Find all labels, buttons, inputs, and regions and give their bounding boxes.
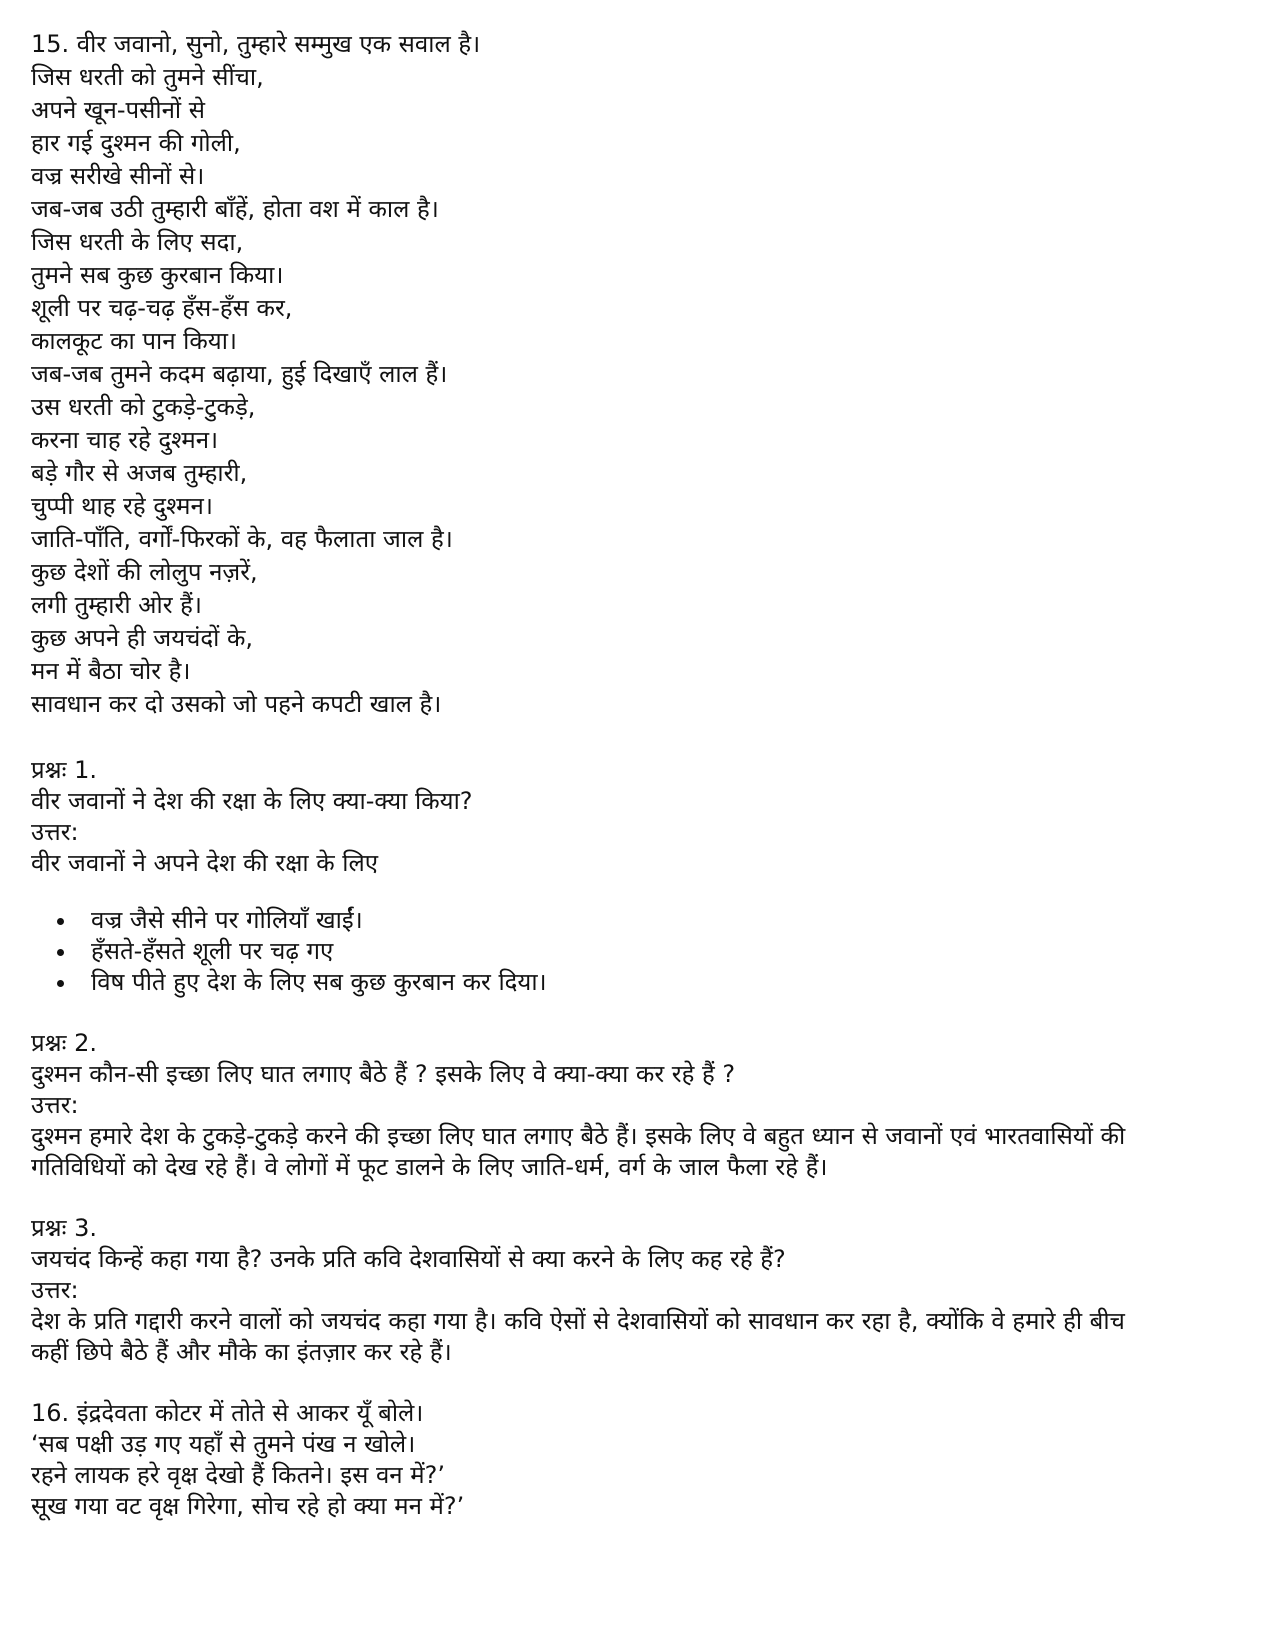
- poem-line: मन में बैठा चोर है।: [31, 657, 191, 685]
- spacer: [31, 998, 1251, 1028]
- answer-text: कहीं छिपे बैठे हैं और मौके का इंतज़ार कर रहे हैं।: [31, 1338, 452, 1366]
- spacer: [31, 1183, 1251, 1213]
- answer-intro: वीर जवानों ने अपने देश की रक्षा के लिए: [31, 849, 379, 877]
- bullet-icon: [57, 918, 64, 925]
- answer-bullet-list: [31, 905, 1251, 998]
- poem-line: जाति-पाँति, वर्गों-फिरकों के, वह फैलाता जाल है।: [31, 525, 453, 553]
- poem-line: उस धरती को टुकड़े-टुकड़े,: [31, 393, 256, 421]
- question-2: [31, 1028, 1251, 1183]
- list-item: [31, 936, 1251, 967]
- answer-text: देश के प्रति गद्दारी करने वालों को जयचंद कहा गया है। कवि ऐसों से देशवासियों को सावधान कर रहा है, क्योंकि वे हमारे ही बीच: [31, 1307, 1125, 1335]
- poem-line: रहने लायक हरे वृक्ष देखो हैं कितने। इस वन में?’: [31, 1461, 445, 1489]
- poem-16: [31, 1398, 1251, 1522]
- poem-line: सावधान कर दो उसको जो पहने कपटी खाल है।: [31, 690, 442, 718]
- poem-line: जिस धरती को तुमने सींचा,: [31, 63, 264, 91]
- bullet-icon: [57, 949, 64, 956]
- document-page: [31, 28, 1251, 1522]
- bullet-text: वज्र जैसे सीने पर गोलियाँ खाईं।: [91, 906, 363, 934]
- poem-line: कुछ देशों की लोलुप नज़रें,: [31, 558, 258, 586]
- poem-line: लगी तुम्हारी ओर हैं।: [31, 591, 203, 619]
- poem-line: अपने खून-पसीनों से: [31, 96, 205, 124]
- question-text: वीर जवानों ने देश की रक्षा के लिए क्या-क्या किया?: [31, 787, 473, 815]
- poem-line: कुछ अपने ही जयचंदों के,: [31, 624, 254, 652]
- bullet-icon: [57, 980, 64, 987]
- poem-line: जब-जब उठी तुम्हारी बाँहें, होता वश में काल है।: [31, 195, 439, 223]
- list-item: [31, 967, 1251, 998]
- poem-15: [31, 28, 1251, 721]
- question-label: प्रश्नः 2.: [31, 1029, 97, 1057]
- poem-line: सूख गया वट वृक्ष गिरेगा, सोच रहे हो क्या मन में?’: [31, 1492, 465, 1520]
- answer-label: उत्तर:: [31, 1276, 79, 1304]
- question-3: [31, 1213, 1251, 1368]
- spacer: [31, 1368, 1251, 1398]
- poem-line: हार गई दुश्मन की गोली,: [31, 129, 241, 157]
- question-1: [31, 755, 1251, 998]
- question-text: दुश्मन कौन-सी इच्छा लिए घात लगाए बैठे हैं ? इसके लिए वे क्या-क्या कर रहे हैं ?: [31, 1060, 736, 1088]
- answer-label: उत्तर:: [31, 818, 79, 846]
- poem-line: बड़े गौर से अजब तुम्हारी,: [31, 459, 248, 487]
- answer-text: दुश्मन हमारे देश के टुकड़े-टुकड़े करने की इच्छा लिए घात लगाए बैठे हैं। इसके लिए वे बहुत ध्यान से जवानों एवं भारतवासियों की: [31, 1122, 1126, 1150]
- poem-line: वज्र सरीखे सीनों से।: [31, 162, 205, 190]
- bullet-text: विष पीते हुए देश के लिए सब कुछ कुरबान कर दिया।: [91, 968, 547, 996]
- poem-line: तुमने सब कुछ कुरबान किया।: [31, 261, 284, 289]
- bullet-text: हँसते-हँसते शूली पर चढ़ गए: [91, 937, 334, 965]
- poem-line: ‘सब पक्षी उड़ गए यहाँ से तुमने पंख न खोले।: [31, 1430, 416, 1458]
- answer-text: गतिविधियों को देख रहे हैं। वे लोगों में फूट डालने के लिए जाति-धर्म, वर्ग के जाल फैला रहे हैं।: [31, 1153, 828, 1181]
- poem-line: जिस धरती के लिए सदा,: [31, 228, 244, 256]
- poem-line: कालकूट का पान किया।: [31, 327, 238, 355]
- question-label: प्रश्नः 3.: [31, 1214, 97, 1242]
- question-text: जयचंद किन्हें कहा गया है? उनके प्रति कवि देशवासियों से क्या करने के लिए कह रहे हैं?: [31, 1245, 786, 1273]
- poem-line: चुप्पी थाह रहे दुश्मन।: [31, 492, 213, 520]
- poem-line: करना चाह रहे दुश्मन।: [31, 426, 219, 454]
- spacer: [31, 721, 1251, 755]
- question-label: प्रश्नः 1.: [31, 756, 97, 784]
- poem-line: 16. इंद्रदेवता कोटर में तोते से आकर यूँ बोले।: [31, 1399, 424, 1427]
- spacer: [31, 879, 1251, 905]
- answer-label: उत्तर:: [31, 1091, 79, 1119]
- list-item: [31, 905, 1251, 936]
- poem-line: शूली पर चढ़-चढ़ हँस-हँस कर,: [31, 294, 293, 322]
- poem-line: जब-जब तुमने कदम बढ़ाया, हुई दिखाएँ लाल हैं।: [31, 360, 448, 388]
- poem-line: 15. वीर जवानो, सुनो, तुम्हारे सम्मुख एक सवाल है।: [31, 30, 481, 58]
